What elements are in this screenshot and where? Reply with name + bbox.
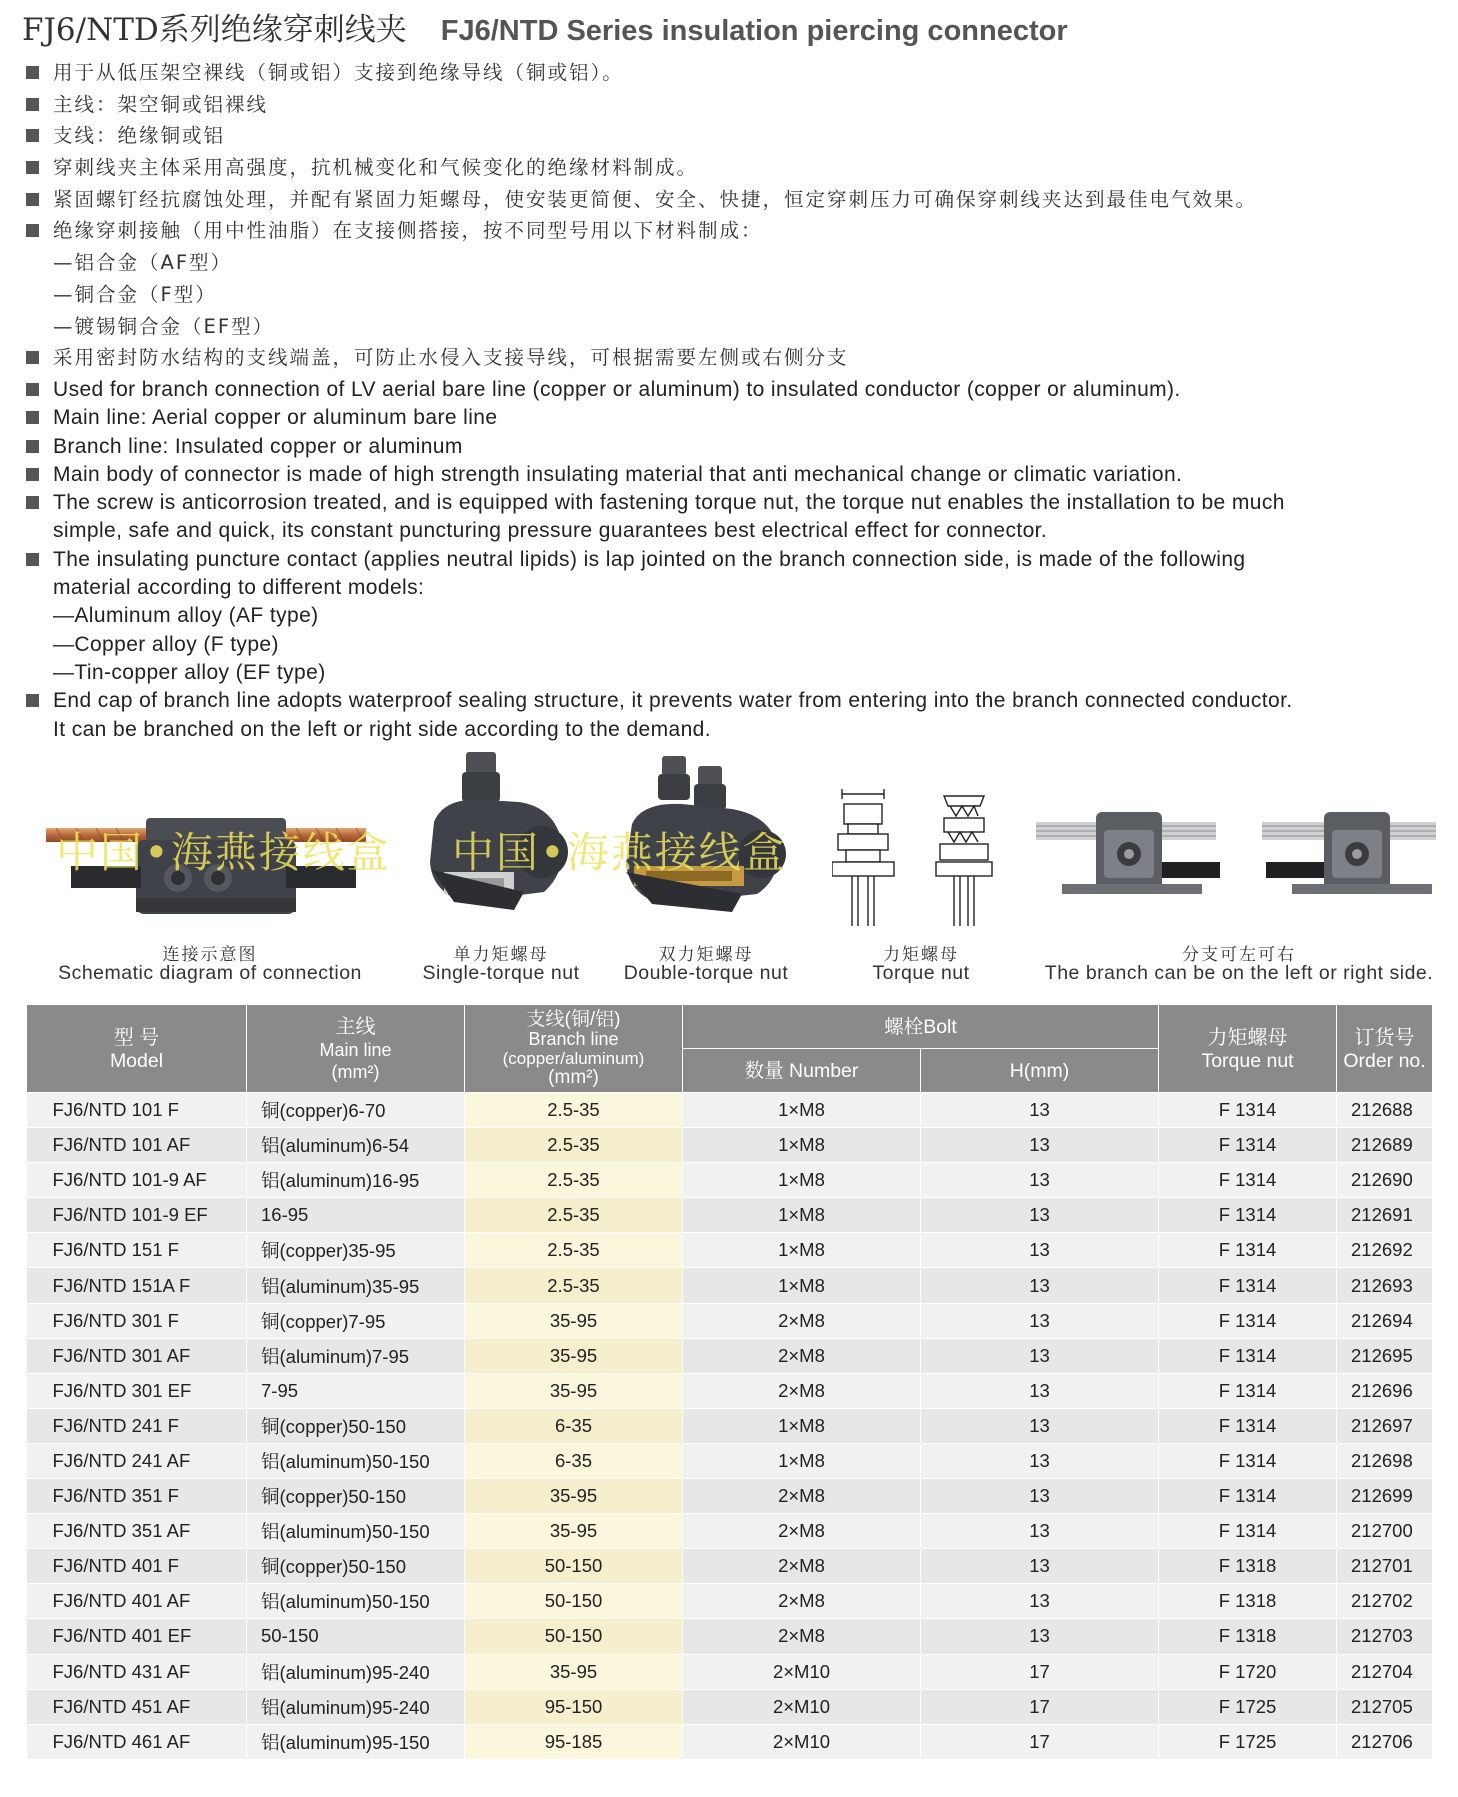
cell-branch-line: 2.5-35 (465, 1163, 683, 1198)
cell-main-line: 铜(copper)50-150 (247, 1479, 465, 1514)
cell-order-no: 212702 (1337, 1584, 1433, 1619)
en-bullet-continuation (26, 517, 1451, 545)
cell-main-line: 铜(copper)50-150 (247, 1549, 465, 1584)
bullet-square-icon (26, 411, 39, 424)
cell-branch-line: 35-95 (465, 1514, 683, 1549)
cell-bolt-number: 1×M8 (683, 1408, 921, 1443)
table-row (27, 1619, 1433, 1654)
cell-model: FJ6/NTD 401 F (27, 1549, 247, 1584)
cell-h: 13 (921, 1584, 1159, 1619)
cell-torque-nut: F 1725 (1159, 1689, 1337, 1724)
header-model-cn: 型 号 (113, 1026, 160, 1049)
bullet-square-icon (26, 496, 39, 509)
cell-branch-line: 95-185 (465, 1724, 683, 1759)
cn-bullet-item (26, 120, 1446, 152)
cell-main-line: 铝(aluminum)50-150 (247, 1514, 465, 1549)
cell-bolt-number: 2×M8 (683, 1549, 921, 1584)
en-bullet-item (26, 433, 1451, 461)
table-row (27, 1338, 1433, 1373)
cell-model: FJ6/NTD 151A F (27, 1268, 247, 1303)
cell-main-line: 铝(aluminum)35-95 (247, 1268, 465, 1303)
branch-left-right-image (1036, 800, 1436, 910)
cell-torque-nut: F 1314 (1159, 1268, 1337, 1303)
cell-bolt-number: 1×M8 (683, 1163, 921, 1198)
cell-main-line: 铝(aluminum)16-95 (247, 1163, 465, 1198)
header-branch-line (465, 1005, 683, 1093)
cell-order-no: 212695 (1337, 1338, 1433, 1373)
en-bullet-text: End cap of branch line adopts waterproof sealing structure, it prevents water from entering into the branch connected conductor. (53, 689, 1293, 713)
cell-model: FJ6/NTD 401 EF (27, 1619, 247, 1654)
cell-order-no: 212693 (1337, 1268, 1433, 1303)
cell-torque-nut: F 1314 (1159, 1163, 1337, 1198)
cell-torque-nut: F 1318 (1159, 1619, 1337, 1654)
cell-h: 13 (921, 1198, 1159, 1233)
cell-h: 13 (921, 1268, 1159, 1303)
cn-bullet-text: 用于从低压架空裸线（铜或铝）支接到绝缘导线（铜或铝）。 (53, 61, 624, 84)
cell-bolt-number: 2×M8 (683, 1373, 921, 1408)
cell-model: FJ6/NTD 151 F (27, 1233, 247, 1268)
en-bullet-text: It can be branched on the left or right side according to the demand. (53, 717, 711, 741)
en-bullet-text: Branch line: Insulated copper or aluminum (53, 434, 463, 458)
cell-bolt-number: 2×M8 (683, 1619, 921, 1654)
cell-model: FJ6/NTD 301 F (27, 1303, 247, 1338)
cn-bullet-text: —铝合金（AF型） (53, 251, 233, 275)
torque-nut-diagram (832, 788, 1002, 928)
cell-h: 13 (921, 1373, 1159, 1408)
en-bullet-continuation (26, 574, 1451, 602)
cell-order-no: 212689 (1337, 1128, 1433, 1163)
table-row (27, 1373, 1433, 1408)
caption-double-torque (606, 940, 806, 985)
cell-h: 17 (921, 1724, 1159, 1759)
en-bullet-item (26, 404, 1451, 432)
cell-h: 13 (921, 1093, 1159, 1128)
cell-main-line: 铝(aluminum)95-240 (247, 1689, 465, 1724)
cell-order-no: 212699 (1337, 1479, 1433, 1514)
cell-torque-nut: F 1314 (1159, 1338, 1337, 1373)
caption-double-torque-cn: 双力矩螺母 (658, 945, 754, 965)
en-bullet-continuation (26, 716, 1451, 744)
cell-h: 13 (921, 1443, 1159, 1478)
table-row (27, 1724, 1433, 1759)
en-bullet-text: —Copper alloy (F type) (53, 632, 279, 656)
cell-branch-line: 35-95 (465, 1373, 683, 1408)
table-row (27, 1479, 1433, 1514)
cell-main-line: 铜(copper)7-95 (247, 1303, 465, 1338)
en-bullet-text: simple, safe and quick, its constant puncturing pressure guarantees best electrical effect for connector. (53, 519, 1048, 543)
cell-branch-line: 95-150 (465, 1689, 683, 1724)
cell-torque-nut: F 1314 (1159, 1233, 1337, 1268)
header-order-en: Order no. (1343, 1049, 1426, 1072)
caption-schematic-en: Schematic diagram of connection (58, 962, 362, 984)
en-bullet-text: —Tin-copper alloy (EF type) (53, 660, 326, 684)
cell-order-no: 212694 (1337, 1303, 1433, 1338)
table-row (27, 1128, 1433, 1163)
cell-bolt-number: 1×M8 (683, 1268, 921, 1303)
en-sub-item (26, 631, 1451, 659)
cell-bolt-number: 2×M10 (683, 1689, 921, 1724)
cn-bullet-item (26, 184, 1446, 216)
cell-branch-line: 35-95 (465, 1338, 683, 1373)
header-bolt (683, 1005, 1159, 1049)
caption-single-torque-en: Single-torque nut (422, 962, 580, 984)
table-row (27, 1689, 1433, 1724)
caption-branch (1032, 940, 1446, 985)
header-h-label: H(mm) (1009, 1059, 1070, 1082)
header-main-en: Main line (319, 1039, 392, 1060)
cell-branch-line: 35-95 (465, 1479, 683, 1514)
en-bullet-text: Used for branch connection of LV aerial bare line (copper or aluminum) to insulated conductor (copper or aluminum). (53, 378, 1181, 401)
cell-bolt-number: 1×M8 (683, 1198, 921, 1233)
cell-main-line: 铝(aluminum)50-150 (247, 1443, 465, 1478)
cell-torque-nut: F 1314 (1159, 1093, 1337, 1128)
cell-bolt-number: 2×M10 (683, 1724, 921, 1759)
cell-bolt-number: 2×M8 (683, 1338, 921, 1373)
bullet-square-icon (26, 98, 39, 111)
cn-bullet-text: —镀锡铜合金（EF型） (53, 314, 275, 338)
cell-main-line: 7-95 (247, 1373, 465, 1408)
cell-order-no: 212692 (1337, 1233, 1433, 1268)
cell-bolt-number: 1×M8 (683, 1093, 921, 1128)
cell-torque-nut: F 1318 (1159, 1549, 1337, 1584)
caption-schematic (40, 940, 380, 985)
cell-order-no: 212690 (1337, 1163, 1433, 1198)
en-bullet-text: The screw is anticorrosion treated, and is equipped with fastening torque nut, the torque nut enables the installation to be much (53, 491, 1285, 515)
en-bullet-text: Main body of connector is made of high strength insulating material that anti mechanical change or climatic variation. (53, 462, 1183, 486)
en-bullet-item (26, 376, 1451, 404)
cell-main-line: 铝(aluminum)50-150 (247, 1584, 465, 1619)
cell-torque-nut: F 1314 (1159, 1128, 1337, 1163)
cell-branch-line: 2.5-35 (465, 1198, 683, 1233)
specification-table (26, 1004, 1433, 1760)
cell-model: FJ6/NTD 351 F (27, 1479, 247, 1514)
cell-h: 13 (921, 1619, 1159, 1654)
table-row (27, 1443, 1433, 1478)
header-h (921, 1049, 1159, 1093)
cell-model: FJ6/NTD 431 AF (27, 1654, 247, 1689)
cell-bolt-number: 1×M8 (683, 1233, 921, 1268)
cell-main-line: 16-95 (247, 1198, 465, 1233)
cell-model: FJ6/NTD 301 AF (27, 1338, 247, 1373)
table-row (27, 1408, 1433, 1443)
en-bullet-item (26, 489, 1451, 517)
cell-model: FJ6/NTD 241 AF (27, 1443, 247, 1478)
cell-branch-line: 50-150 (465, 1619, 683, 1654)
cell-h: 13 (921, 1514, 1159, 1549)
en-bullet-item (26, 546, 1451, 574)
cell-model: FJ6/NTD 301 EF (27, 1373, 247, 1408)
english-feature-list (26, 376, 1451, 744)
cell-h: 13 (921, 1233, 1159, 1268)
cell-h: 13 (921, 1479, 1159, 1514)
caption-single-torque-cn: 单力矩螺母 (453, 945, 549, 965)
cell-torque-nut: F 1314 (1159, 1408, 1337, 1443)
bullet-square-icon (26, 468, 39, 481)
header-main-unit: (mm²) (331, 1061, 380, 1082)
cell-branch-line: 2.5-35 (465, 1128, 683, 1163)
cell-torque-nut: F 1314 (1159, 1443, 1337, 1478)
specification-table-body (27, 1093, 1433, 1760)
bullet-square-icon (26, 224, 39, 237)
cell-bolt-number: 1×M8 (683, 1443, 921, 1478)
cn-bullet-text: 紧固螺钉经抗腐蚀处理，并配有紧固力矩螺母，使安装更简便、安全、快捷，恒定穿刺压力可确保穿刺线夹达到最佳电气效果。 (53, 187, 1258, 211)
cn-sub-item (26, 247, 1446, 279)
cell-branch-line: 2.5-35 (465, 1233, 683, 1268)
cell-model: FJ6/NTD 401 AF (27, 1584, 247, 1619)
cell-h: 13 (921, 1408, 1159, 1443)
cell-bolt-number: 2×M10 (683, 1654, 921, 1689)
caption-double-torque-en: Double-torque nut (623, 962, 789, 984)
cell-order-no: 212697 (1337, 1408, 1433, 1443)
cn-bullet-text: 穿刺线夹主体采用高强度，抗机械变化和气候变化的绝缘材料制成。 (53, 156, 699, 180)
header-order-no (1337, 1005, 1433, 1093)
caption-torque-nut-en: Torque nut (872, 962, 970, 984)
cell-torque-nut: F 1314 (1159, 1514, 1337, 1549)
cell-branch-line: 50-150 (465, 1584, 683, 1619)
header-number (683, 1049, 921, 1093)
en-bullet-text: Main line: Aerial copper or aluminum bare line (53, 406, 498, 430)
cell-order-no: 212705 (1337, 1689, 1433, 1724)
cell-bolt-number: 2×M8 (683, 1303, 921, 1338)
cn-bullet-text: 主线：架空铜或铝裸线 (53, 92, 269, 116)
cell-order-no: 212696 (1337, 1373, 1433, 1408)
caption-torque-nut (846, 940, 996, 985)
caption-schematic-cn: 连接示意图 (162, 945, 258, 965)
cell-branch-line: 35-95 (465, 1303, 683, 1338)
cell-torque-nut: F 1720 (1159, 1654, 1337, 1689)
en-sub-item (26, 602, 1451, 630)
cell-order-no: 212698 (1337, 1443, 1433, 1478)
cell-main-line: 铝(aluminum)7-95 (247, 1338, 465, 1373)
table-row (27, 1198, 1433, 1233)
caption-branch-cn: 分支可左可右 (1182, 945, 1296, 965)
cell-h: 13 (921, 1303, 1159, 1338)
cell-order-no: 212691 (1337, 1198, 1433, 1233)
cell-model: FJ6/NTD 461 AF (27, 1724, 247, 1759)
table-row (27, 1163, 1433, 1198)
cell-branch-line: 35-95 (465, 1654, 683, 1689)
header-branch-en: Branch line (528, 1029, 619, 1049)
cell-torque-nut: F 1314 (1159, 1479, 1337, 1514)
cell-bolt-number: 1×M8 (683, 1128, 921, 1163)
header-model-en: Model (109, 1049, 164, 1072)
en-bullet-item (26, 461, 1451, 489)
cell-model: FJ6/NTD 101 AF (27, 1128, 247, 1163)
bullet-square-icon (26, 553, 39, 566)
cell-main-line: 铜(copper)6-70 (247, 1093, 465, 1128)
table-row (27, 1654, 1433, 1689)
chinese-feature-list (26, 57, 1446, 374)
title-english: FJ6/NTD Series insulation piercing connector (440, 15, 1068, 47)
cell-main-line: 50-150 (247, 1619, 465, 1654)
header-bolt-label: 螺栓Bolt (884, 1015, 957, 1038)
cn-bullet-text: —铜合金（F型） (53, 282, 217, 306)
en-bullet-text: —Aluminum alloy (AF type) (53, 604, 319, 628)
cell-bolt-number: 2×M8 (683, 1514, 921, 1549)
cell-order-no: 212688 (1337, 1093, 1433, 1128)
table-row (27, 1549, 1433, 1584)
cell-branch-line: 6-35 (465, 1443, 683, 1478)
cell-branch-line: 2.5-35 (465, 1268, 683, 1303)
header-order-cn: 订货号 (1354, 1026, 1415, 1049)
cell-model: FJ6/NTD 101 F (27, 1093, 247, 1128)
cell-h: 13 (921, 1163, 1159, 1198)
cell-order-no: 212701 (1337, 1549, 1433, 1584)
cell-h: 13 (921, 1338, 1159, 1373)
cell-h: 13 (921, 1549, 1159, 1584)
caption-branch-en: The branch can be on the left or right side. (1044, 962, 1434, 984)
cell-model: FJ6/NTD 451 AF (27, 1689, 247, 1724)
cn-bullet-text: 绝缘穿刺接触（用中性油脂）在支接侧搭接，按不同型号用以下材料制成： (53, 219, 763, 243)
cn-bullet-item (26, 215, 1446, 247)
en-bullet-text: The insulating puncture contact (applies neutral lipids) is lap jointed on the branch connection side, is made of the following (53, 547, 1246, 571)
cell-branch-line: 6-35 (465, 1408, 683, 1443)
en-sub-item (26, 659, 1451, 687)
cell-h: 13 (921, 1128, 1159, 1163)
cell-order-no: 212706 (1337, 1724, 1433, 1759)
cn-bullet-item (26, 57, 1446, 89)
bullet-square-icon (26, 694, 39, 707)
header-branch-cn: 支线(铜/铝) (526, 1009, 621, 1030)
bullet-square-icon (26, 129, 39, 142)
cell-torque-nut: F 1314 (1159, 1373, 1337, 1408)
bullet-square-icon (26, 351, 39, 364)
en-bullet-item (26, 687, 1451, 715)
cn-bullet-item (26, 89, 1446, 121)
table-row (27, 1093, 1433, 1128)
cell-model: FJ6/NTD 351 AF (27, 1514, 247, 1549)
cn-bullet-item (26, 342, 1446, 374)
header-model (27, 1005, 247, 1093)
header-main-cn: 主线 (335, 1015, 376, 1038)
cell-branch-line: 50-150 (465, 1549, 683, 1584)
cell-torque-nut: F 1314 (1159, 1303, 1337, 1338)
bullet-square-icon (26, 66, 39, 79)
cell-torque-nut: F 1318 (1159, 1584, 1337, 1619)
cell-bolt-number: 2×M8 (683, 1479, 921, 1514)
cell-main-line: 铝(aluminum)95-240 (247, 1654, 465, 1689)
header-torque-en: Torque nut (1201, 1049, 1294, 1072)
caption-single-torque (406, 940, 596, 985)
table-row (27, 1233, 1433, 1268)
header-torque-nut (1159, 1005, 1337, 1093)
header-main-line (247, 1005, 465, 1093)
cn-sub-item (26, 279, 1446, 311)
watermark-text-2: 中国•海燕接线盒 (452, 828, 787, 877)
bullet-square-icon (26, 440, 39, 453)
table-row (27, 1514, 1433, 1549)
cell-main-line: 铝(aluminum)95-150 (247, 1724, 465, 1759)
cn-sub-item (26, 311, 1446, 343)
cell-bolt-number: 2×M8 (683, 1584, 921, 1619)
header-branch-unit: (mm²) (548, 1067, 599, 1088)
cn-bullet-text: 支线：绝缘铜或铝 (53, 124, 226, 148)
cell-branch-line: 2.5-35 (465, 1093, 683, 1128)
cell-h: 17 (921, 1689, 1159, 1724)
cell-model: FJ6/NTD 101-9 EF (27, 1198, 247, 1233)
cell-order-no: 212704 (1337, 1654, 1433, 1689)
cell-main-line: 铜(copper)50-150 (247, 1408, 465, 1443)
cell-torque-nut: F 1725 (1159, 1724, 1337, 1759)
table-row (27, 1303, 1433, 1338)
cn-bullet-item (26, 152, 1446, 184)
caption-torque-nut-cn: 力矩螺母 (883, 945, 959, 965)
header-torque-cn: 力矩螺母 (1207, 1026, 1288, 1049)
watermark-text-1: 中国•海燕接线盒 (56, 828, 391, 877)
cell-order-no: 212700 (1337, 1514, 1433, 1549)
title-chinese: FJ6/NTD系列绝缘穿刺线夹 (22, 12, 407, 48)
bullet-square-icon (26, 383, 39, 396)
cell-model: FJ6/NTD 241 F (27, 1408, 247, 1443)
table-row (27, 1584, 1433, 1619)
cell-order-no: 212703 (1337, 1619, 1433, 1654)
en-bullet-text: material according to different models: (53, 576, 425, 600)
cell-main-line: 铝(aluminum)6-54 (247, 1128, 465, 1163)
header-number-label: 数量 Number (744, 1059, 859, 1082)
table-row (27, 1268, 1433, 1303)
cell-h: 17 (921, 1654, 1159, 1689)
header-branch-en2: (copper/aluminum) (502, 1049, 645, 1068)
bullet-square-icon (26, 193, 39, 206)
cell-model: FJ6/NTD 101-9 AF (27, 1163, 247, 1198)
cell-torque-nut: F 1314 (1159, 1198, 1337, 1233)
bullet-square-icon (26, 161, 39, 174)
page-title (22, 4, 1068, 48)
cn-bullet-text: 采用密封防水结构的支线端盖，可防止水侵入支接导线，可根据需要左侧或右侧分支 (53, 346, 849, 370)
cell-main-line: 铜(copper)35-95 (247, 1233, 465, 1268)
